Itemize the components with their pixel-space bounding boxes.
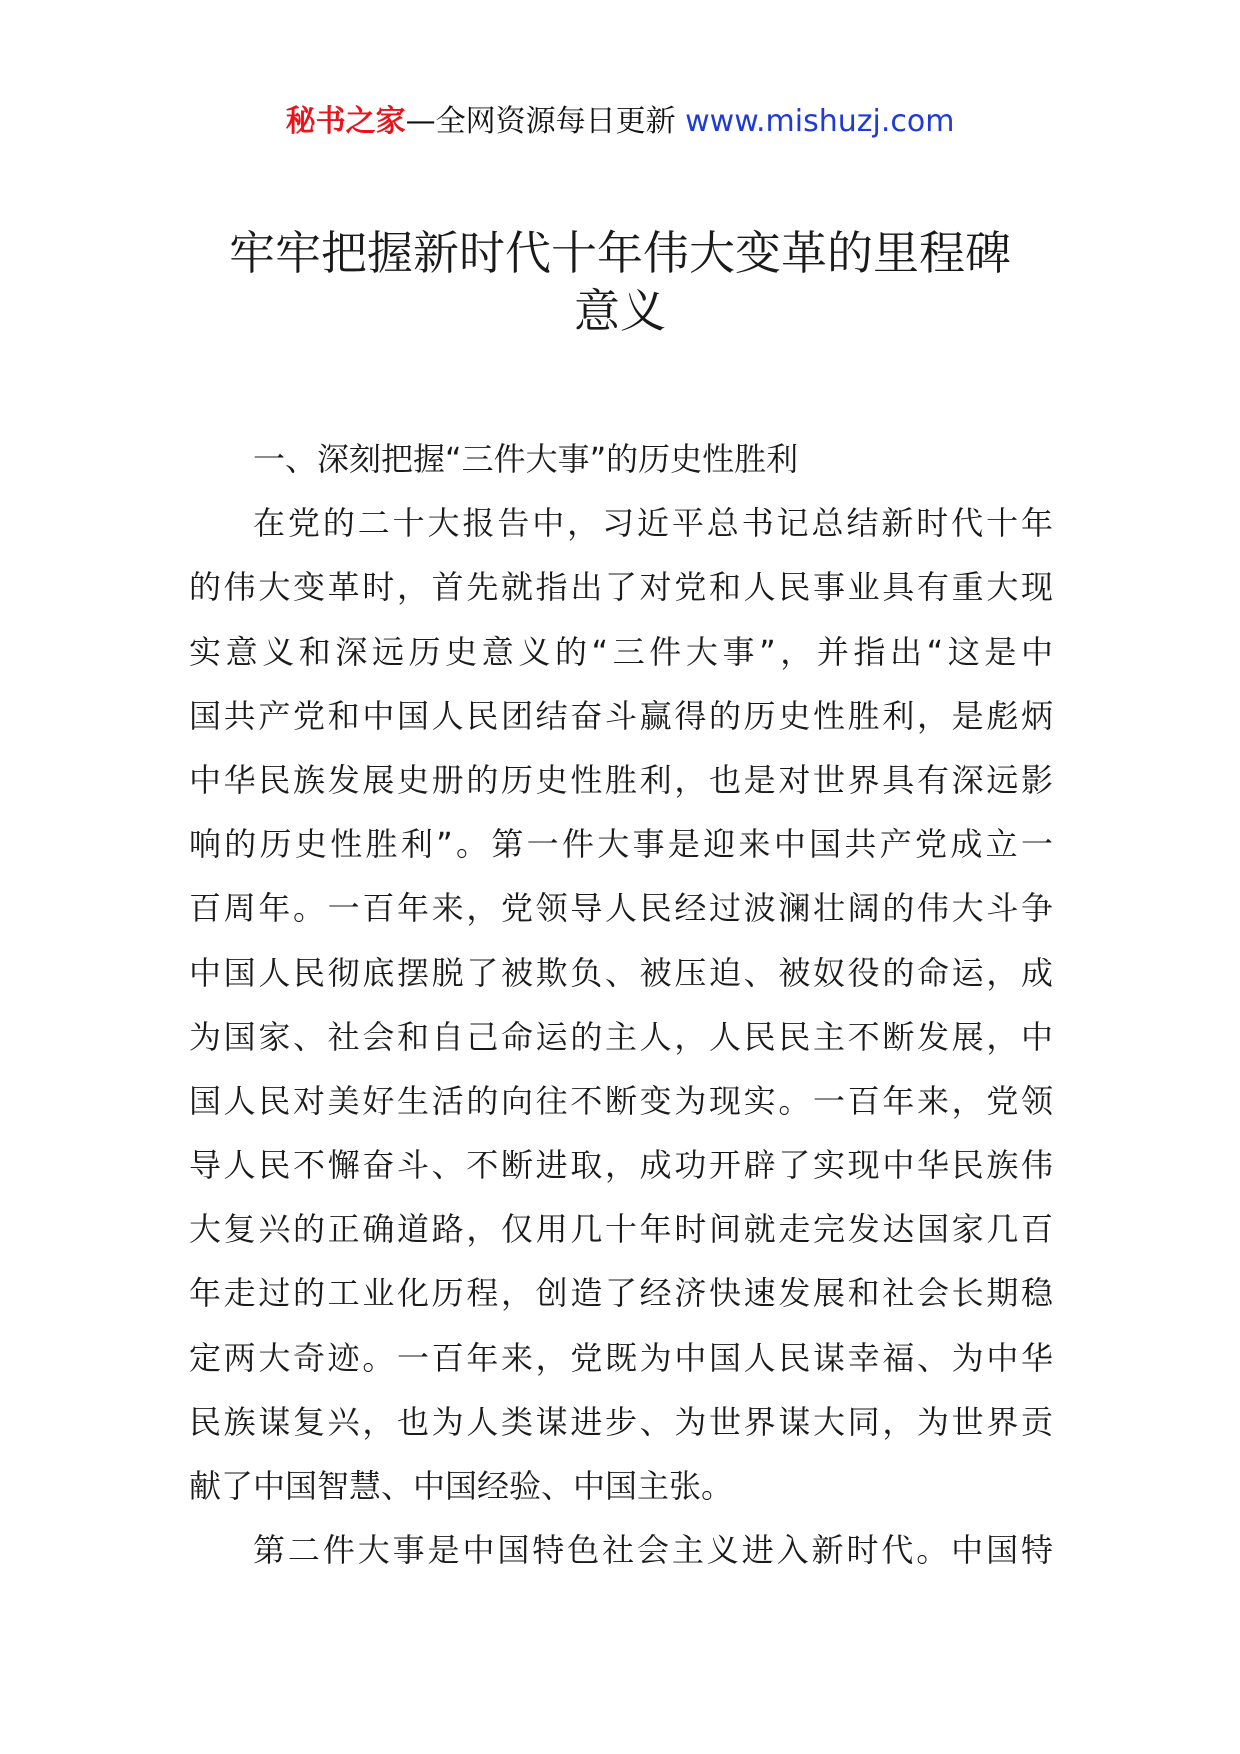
body-line: 国共产党和中国人民团结奋斗赢得的历史性胜利，是彪炳 — [189, 696, 1053, 735]
body-line: 定两大奇迹。一百年来，党既为中国人民谋幸福、为中华 — [189, 1338, 1053, 1377]
site-url-link[interactable]: www.mishuzj.com — [685, 104, 955, 139]
body-line: 中华民族发展史册的历史性胜利，也是对世界具有深远影 — [189, 760, 1053, 799]
section-heading: 一、深刻把握“三件大事”的历史性胜利 — [253, 440, 799, 478]
body-line: 的伟大变革时，首先就指出了对党和人民事业具有重大现 — [189, 568, 1053, 607]
body-line: 献了中国智慧、中国经验、中国主张。 — [189, 1467, 734, 1505]
body-line: 百周年。一百年来，党领导人民经过波澜壮阔的伟大斗争 — [189, 889, 1053, 928]
document-title — [150, 224, 1090, 340]
brand-name: 秘书之家 — [285, 104, 406, 139]
body-line: 响的历史性胜利”。第一件大事是迎来中国共产党成立一 — [189, 825, 1053, 864]
body-line: 大复兴的正确道路，仅用几十年时间就走完发达国家几百 — [189, 1210, 1053, 1249]
title-line-2: 意义 — [574, 284, 666, 338]
body-line: 民族谋复兴，也为人类谋进步、为世界谋大同，为世界贡 — [189, 1402, 1053, 1441]
body-line: 导人民不懈奋斗、不断进取，成功开辟了实现中华民族伟 — [189, 1146, 1053, 1185]
site-banner — [0, 100, 1240, 144]
banner-tagline: —全网资源每日更新 — [405, 104, 686, 139]
body-line: 国人民对美好生活的向往不断变为现实。一百年来，党领 — [189, 1081, 1053, 1120]
body-line: 第二件大事是中国特色社会主义进入新时代。中国特 — [253, 1531, 1053, 1570]
body-line: 中国人民彻底摆脱了被欺负、被压迫、被奴役的命运，成 — [189, 953, 1053, 992]
body-line: 为国家、社会和自己命运的主人，人民民主不断发展，中 — [189, 1017, 1053, 1056]
body-line: 在党的二十大报告中，习近平总书记总结新时代十年 — [253, 504, 1053, 543]
body-line: 年走过的工业化历程，创造了经济快速发展和社会长期稳 — [189, 1274, 1053, 1313]
document-body — [189, 427, 1053, 1582]
title-line-1: 牢牢把握新时代十年伟大变革的里程碑 — [229, 226, 1011, 280]
body-line: 实意义和深远历史意义的“三件大事”，并指出“这是中 — [189, 632, 1053, 671]
